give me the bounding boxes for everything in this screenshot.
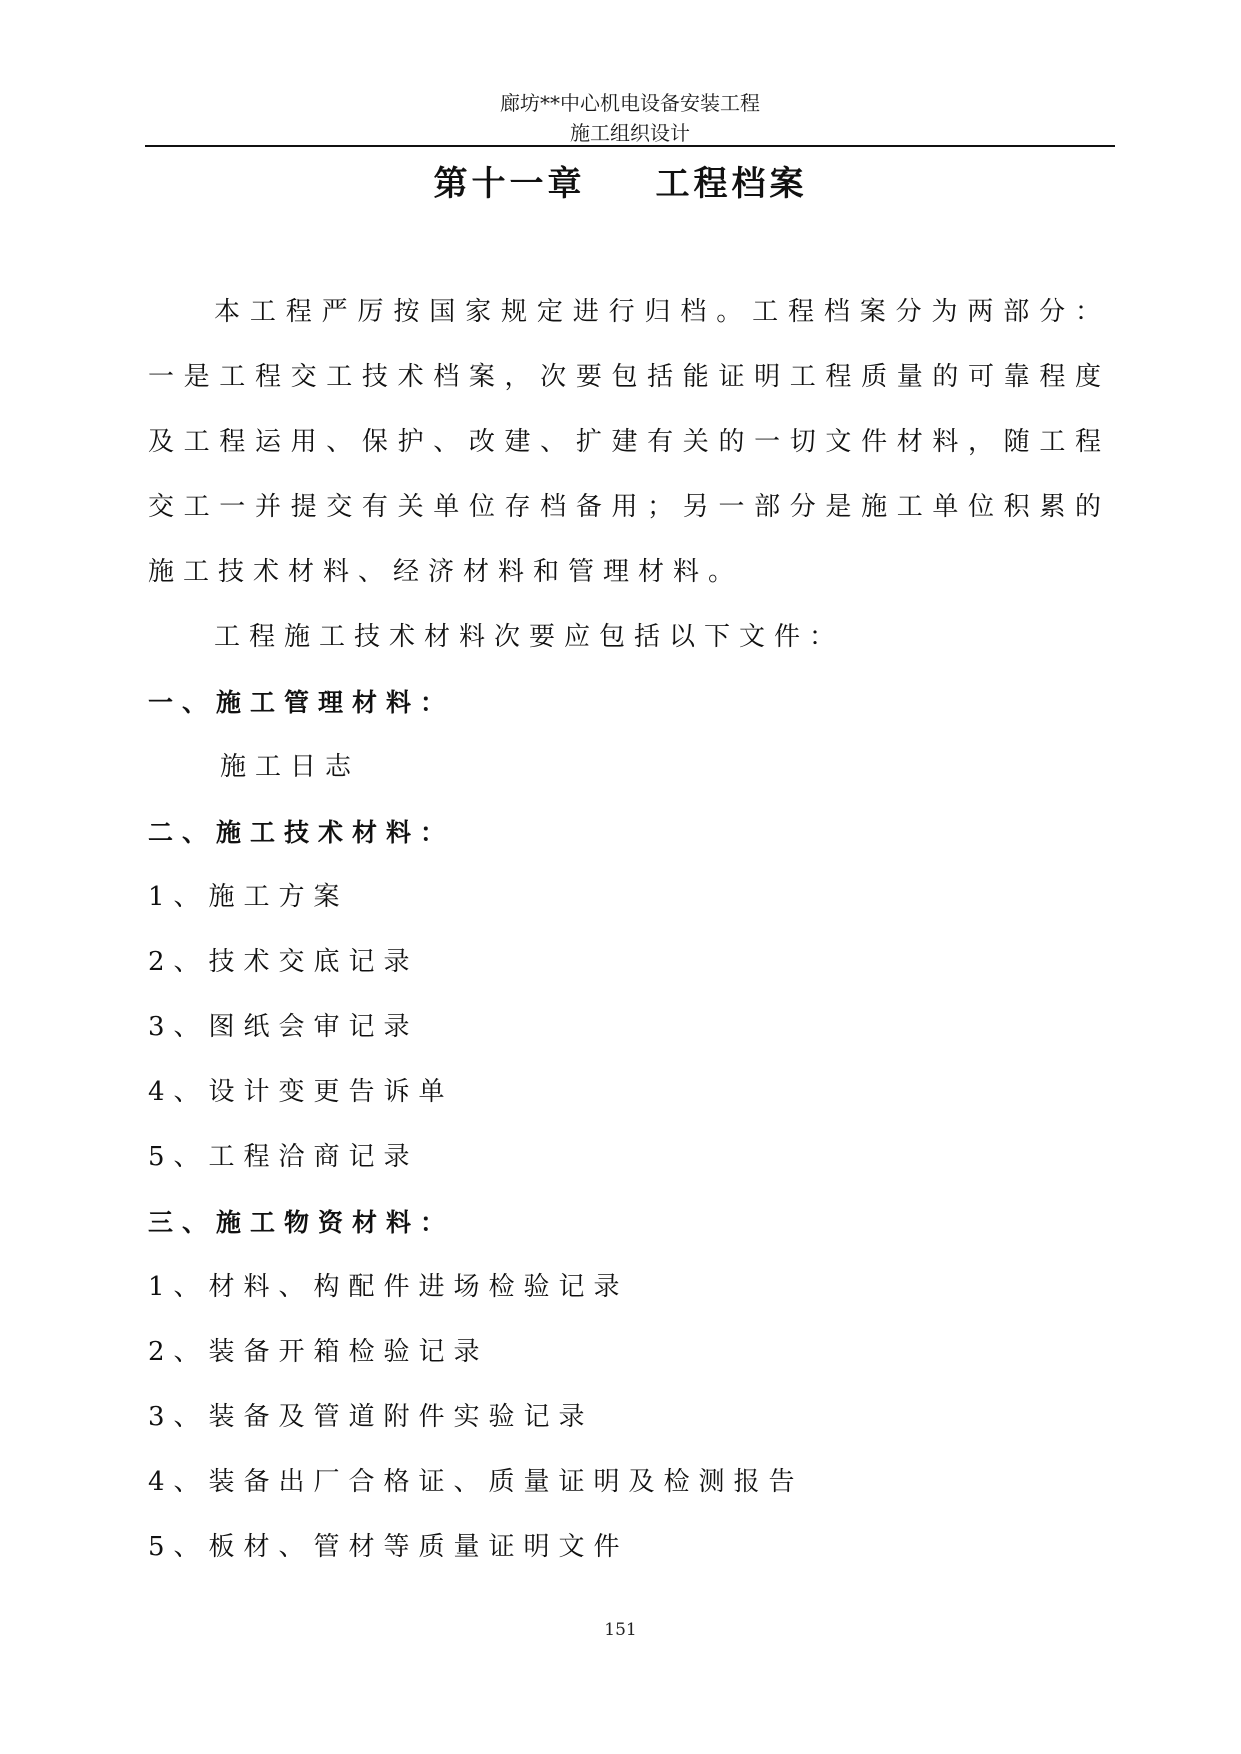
intro-paragraph: 本工程严厉按国家规定进行归档。工程档案分为两部分：一是工程交工技术档案，次要包括能证明工程质量的可靠程度及工程运用、保护、改建、扩建有关的一切文件材料，随工程交工一并提交有关单位存档备用；另一部分是施工单位积累的施工技术材料、经济材料和管理材料。 xyxy=(148,297,1110,587)
header-project-title: 廊坊**中心机电设备安装工程 xyxy=(500,91,760,115)
section-heading-technical: 二、施工技术材料： xyxy=(148,818,455,847)
header-divider xyxy=(145,145,1115,147)
section-heading-management: 一、施工管理材料： xyxy=(148,688,455,717)
section-heading-materials: 三、施工物资材料： xyxy=(148,1208,455,1237)
list-item: 4、设计变更告诉单 xyxy=(148,1077,454,1107)
list-item: 2、技术交底记录 xyxy=(148,947,419,977)
list-item: 2、装备开箱检验记录 xyxy=(148,1337,489,1367)
lead-paragraph: 工程施工技术材料次要应包括以下文件： xyxy=(214,622,845,652)
list-item: 5、工程洽商记录 xyxy=(148,1142,419,1172)
list-item: 施工日志 xyxy=(220,752,361,782)
list-item: 3、图纸会审记录 xyxy=(148,1012,419,1042)
chapter-heading xyxy=(0,162,1241,206)
list-item: 1、材料、构配件进场检验记录 xyxy=(148,1272,629,1302)
chapter-title: 工程档案 xyxy=(655,164,808,204)
header-document-title: 施工组织设计 xyxy=(570,121,690,145)
list-item: 3、装备及管道附件实验记录 xyxy=(148,1402,594,1432)
list-item: 5、板材、管材等质量证明文件 xyxy=(148,1532,629,1562)
page-number: 151 xyxy=(604,1620,637,1640)
chapter-number: 第十一章 xyxy=(433,164,586,204)
list-item: 1、施工方案 xyxy=(148,882,349,912)
list-item: 4、装备出厂合格证、质量证明及检测报告 xyxy=(148,1467,804,1497)
page-header xyxy=(145,88,1115,148)
document-body xyxy=(148,280,1110,1580)
